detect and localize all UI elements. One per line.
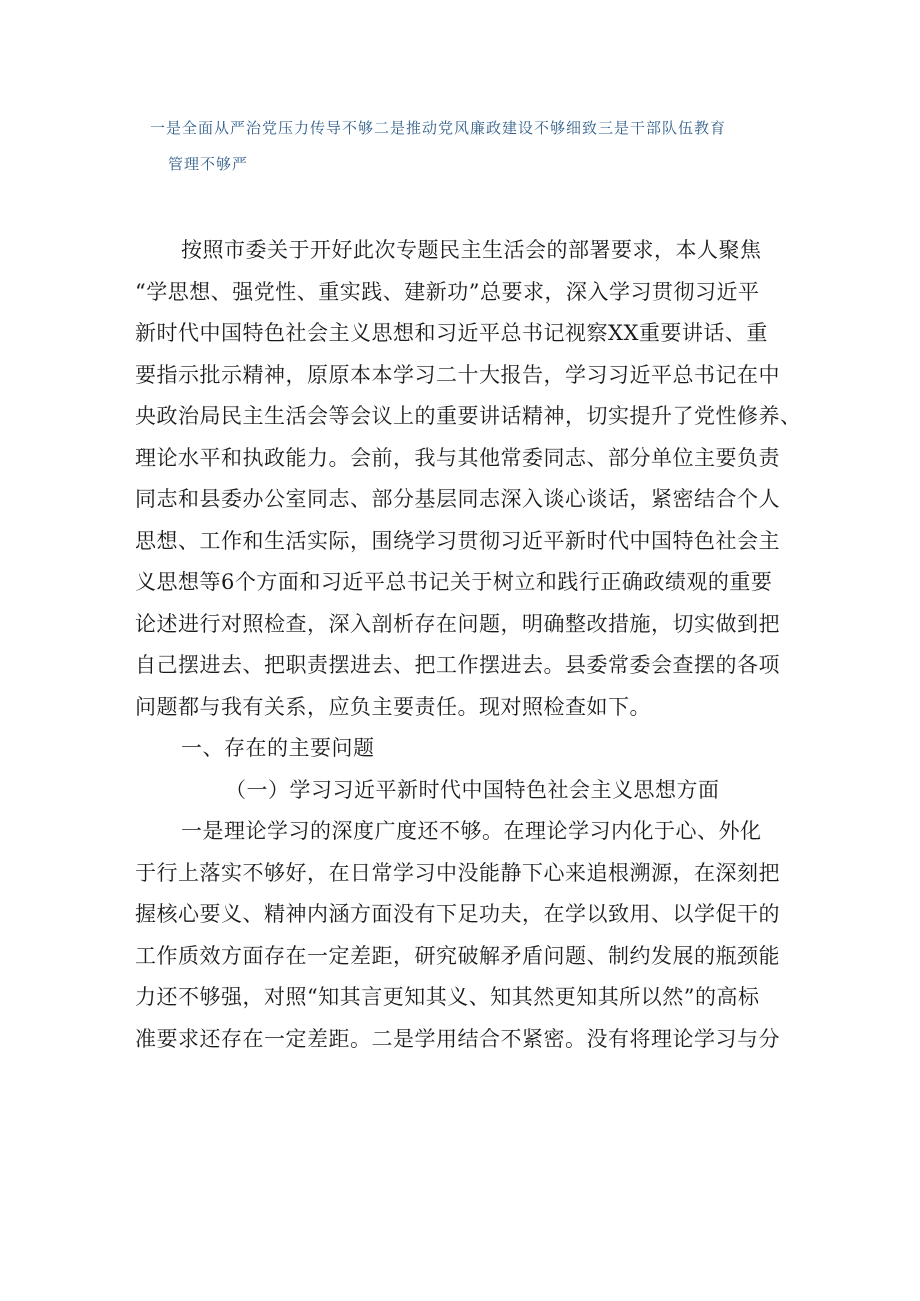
intro-line: 论述进行对照检查，深入剖析存在问题，明确整改措施，切实做到把 [135, 611, 780, 636]
intro-line: 按照市委关于开好此次专题民主生活会的部署要求，本人聚焦 [181, 238, 762, 262]
intro-line: 新时代中国特色社会主义思想和习近平总书记视察XX重要讲话、重 [135, 321, 768, 345]
section-title: 一、存在的主要问题 [181, 736, 375, 760]
intro-line: 思想、工作和生活实际，围绕学习贯彻习近平新时代中国特色社会主 [135, 528, 780, 553]
intro-line: “学思想、强党性、重实践、建新功”总要求，深入学习贯彻习近平 [135, 279, 760, 304]
header-line-2: 管理不够严 [168, 155, 249, 173]
problem-line: 于行上落实不够好，在日常学习中没能静下心来追根溯源，在深刻把 [135, 860, 780, 885]
header-line-1: 一是全面从严治党压力传导不够二是推动党风廉政建设不够细致三是干部队伍教育 [150, 119, 727, 137]
intro-line: 问题都与我有关系，应负主要责任。现对照检查如下。 [135, 694, 651, 719]
intro-line: 理论水平和执政能力。会前，我与其他常委同志、部分单位主要负责 [135, 445, 780, 470]
problem-line: 准要求还存在一定差距。二是学用结合不紧密。没有将理论学习与分 [135, 1026, 780, 1051]
document-header-summary [150, 110, 790, 182]
subsection-title: （一）学习习近平新时代中国特色社会主义思想方面 [225, 777, 720, 802]
intro-line: 央政治局民主生活会等会议上的重要讲话精神，切实提升了党性修养、 [135, 404, 802, 428]
intro-line: 同志和县委办公室同志、部分基层同志深入谈心谈话，紧密结合个人 [135, 487, 780, 511]
problem-line: 工作质效方面存在一定差距，研究破解矛盾问题、制约发展的瓶颈能 [135, 943, 780, 968]
intro-line: 要指示批示精神，原原本本学习二十大报告，学习习近平总书记在中 [135, 362, 780, 387]
intro-line: 自己摆进去、把职责摆进去、把工作摆进去。县委常委会查摆的各项 [135, 653, 780, 677]
intro-line: 义思想等6个方面和习近平总书记关于树立和践行正确政绩观的重要 [135, 570, 773, 594]
problem-line: 一是理论学习的深度广度还不够。在理论学习内化于心、外化 [181, 819, 762, 843]
problem-line: 握核心要义、精神内涵方面没有下足功夫，在学以致用、以学促干的 [135, 902, 780, 926]
document-body [135, 230, 802, 1060]
problem-line: 力还不够强，对照“知其言更知其义、知其然更知其所以然”的高标 [135, 985, 760, 1009]
